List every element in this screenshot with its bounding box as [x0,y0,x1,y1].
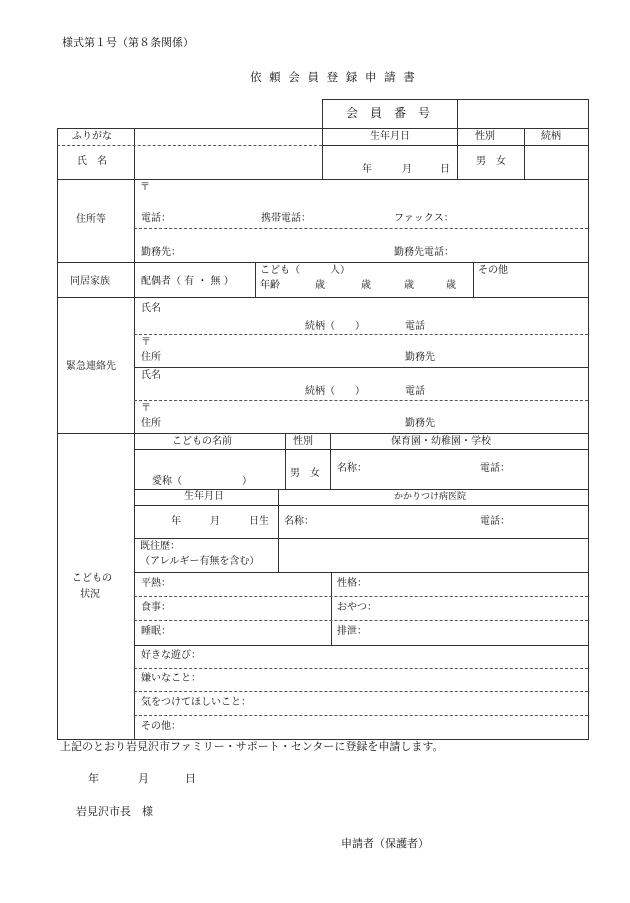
snacks-field[interactable]: おやつ： [337,602,377,613]
school-name[interactable]: 名称： [337,463,367,474]
mobile-field[interactable]: 携帯電話： [261,213,311,224]
child-dob-day: 日生 [249,516,269,527]
relation-label: 続柄 [541,131,561,142]
household-other[interactable]: その他 [478,265,508,276]
school-header: 保育園・幼稚園・学校 [391,436,491,447]
dislikes-field[interactable]: 嫌いなこと： [141,673,201,684]
child-name-header: こどもの名前 [172,436,232,447]
emergency-2-workplace[interactable]: 勤務先 [405,418,435,429]
postal-mark: 〒 [140,182,150,193]
footer-month: 月 [138,772,149,785]
emergency-1-address[interactable]: 住所 [141,352,161,363]
fever-field[interactable]: 平熱： [141,578,171,589]
other-field[interactable]: その他： [141,721,181,732]
emergency-1-name[interactable]: 氏名 [141,303,161,314]
age-sai-2: 歳 [361,280,371,291]
emergency-2-phone[interactable]: 電話 [405,386,425,397]
sleep-field[interactable]: 睡眠： [141,626,171,637]
toilet-field[interactable]: 排泄： [337,626,367,637]
child-dob-header: 生年月日 [184,491,224,502]
child-nickname[interactable]: 愛称（ ） [152,476,252,487]
emergency-1-postal: 〒 [141,337,151,348]
footer-day: 日 [185,772,196,785]
form-number: 様式第１号（第８条関係） [62,36,194,49]
doctor-header: かかりつけ病医院 [394,492,467,502]
address-label: 住所等 [76,214,106,225]
age-sai-3: 歳 [404,280,414,291]
name-label: 氏 名 [77,156,107,167]
history-label-2: （アレルギー有無を含む） [140,556,260,567]
child-dob-month: 月 [210,516,220,527]
household-label: 同居家族 [70,276,110,287]
addressee: 岩見沢市長 様 [76,805,153,818]
form-title: 依 頼 会 員 登 録 申 請 書 [250,70,417,84]
dob-label: 生年月日 [370,131,410,142]
emergency-2-address[interactable]: 住所 [141,418,161,429]
furigana-label: ふりがな [72,131,112,142]
spouse-field[interactable]: 配偶者（ 有 ・ 無 ） [141,276,234,287]
emergency-2-name[interactable]: 氏名 [141,370,161,381]
age-sai-4: 歳 [446,280,456,291]
meals-field[interactable]: 食事： [141,602,171,613]
doctor-name[interactable]: 名称： [284,516,314,527]
fax-field[interactable]: ファックス： [394,213,454,224]
child-dob-year: 年 [171,516,181,527]
emergency-2-relation[interactable]: 続柄（ ） [305,386,365,397]
emergency-1-relation[interactable]: 続柄（ ） [305,321,365,332]
personality-field[interactable]: 性格： [337,578,367,589]
history-label-1[interactable]: 既往歴： [140,541,180,552]
child-gender-options[interactable]: 男 女 [290,468,320,479]
children-count[interactable]: こども（ 人） [260,265,350,276]
applicant-signature-label: 申請者（保護者） [341,837,429,850]
workplace-field[interactable]: 勤務先： [141,247,181,258]
emergency-1-workplace[interactable]: 勤務先 [405,352,435,363]
phone-field[interactable]: 電話： [141,213,171,224]
age-label: 年齢 [260,280,280,291]
member-number-label: 会 員 番 号 [346,106,431,120]
child-gender-header: 性別 [293,436,313,447]
dob-day: 日 [440,164,450,175]
footer-year: 年 [88,772,99,785]
child-label-1: こどもの [72,573,112,584]
dob-month: 月 [402,164,412,175]
emergency-1-phone[interactable]: 電話 [405,321,425,332]
doctor-phone[interactable]: 電話： [480,516,510,527]
gender-label: 性別 [475,131,495,142]
child-label-2: 状況 [80,589,100,600]
statement: 上記のとおり岩見沢市ファミリー・サポート・センターに登録を申請します。 [60,740,444,753]
gender-options[interactable]: 男 女 [476,156,506,167]
notes-field[interactable]: 気をつけてほしいこと： [141,697,251,708]
dob-year: 年 [362,164,372,175]
school-phone[interactable]: 電話： [480,463,510,474]
emergency-label: 緊急連絡先 [66,361,116,372]
age-sai-1: 歳 [315,280,325,291]
favorite-play-field[interactable]: 好きな遊び： [141,650,201,661]
emergency-2-postal: 〒 [141,403,151,414]
work-phone-field[interactable]: 勤務先電話： [394,247,454,258]
